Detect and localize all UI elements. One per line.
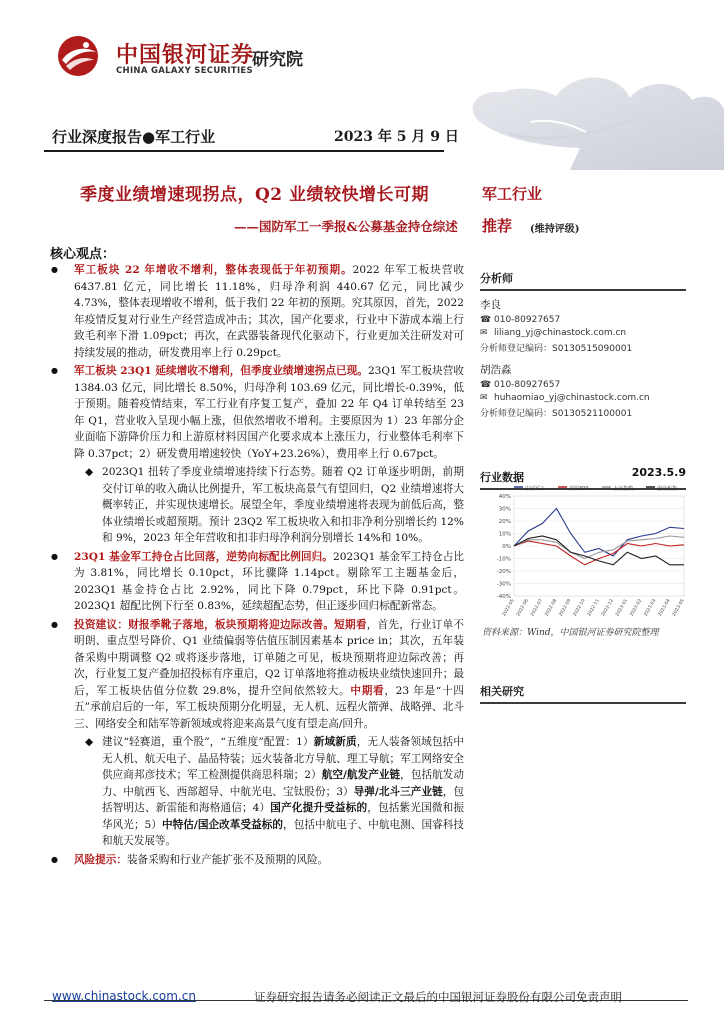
rating: 推荐 [482,217,513,235]
phone-icon: ☎ [480,379,492,390]
analyst-email[interactable]: liliang_yj@chinastock.com.cn [494,327,627,338]
core-point-2: ● 军工板块 23Q1 延续增收不增利，但季度业绩增速拐点已现。23Q1 军工板块营收 1384.03 亿元，同比增长 8.50%，归母净利 103.69 亿元，同比增长-0.39%，低于预期。随着疫情结束，军工行业有序复工复产，叠加 22 年 Q4 订单转结至 23 年 Q1，营业收入呈现小幅上涨，但依然增收不增利。主要原因为 1）23 年部分企业面临下游降价压力和上游原材料因国产化要求成本上涨压力，行业整体毛利率下降 0.37pct；2）研发费用增速较快（YoY+23.26%），费用率上行 0.67pct。 [51,365,464,460]
chart-legend [514,485,677,492]
analyst-divider [480,289,686,291]
y-tick-label: 0% [502,544,511,550]
phone-icon: ☎ [480,314,492,325]
analyst-name: 李良 [480,298,501,311]
core-point-1: ● 军工板块 22 年增收不增利，整体表现低于年初预期。2022 年军工板块营收 6437.81 亿元，同比增长 11.18%，归母净利润 440.67 亿元，同比减少 4.73%，整体表现增收不增利，低于我们 22 年初的预期。究其原因，首先，2022 年疫情反复对行业生产经营造成冲击；其次，国产化要求，行业中下游成本端上行致毛利率下滑 1.09pct；再次，在武器装备现代化驱动下，行业更加关注研发对可持续发展的推动，研发费用率上行 0.29pct。 [51,264,465,359]
footer-disclaimer: 证券研究报告请务必阅读正文最后的中国银河证券股份有限公司免责声明 [254,990,622,1004]
analyst-phone: 010-80927657 [494,379,561,390]
bullet-icon: ● [51,854,58,864]
core-point-4-sub: ◆ 建议“轻赛道，重个股”，“五维度”配置：1）新域新质，无人装备领域包括中无人机、航天电子、晶品特装；远火装备北方导航、理工导航；军工网络安全供应商邦彦技术；军工检测提供商思科瑞；2）航空/航发产业链，包括航发动力、中航西飞、西部超导、中航光电、宝钛股份；3）导弹/北斗三产业链，包括智明达、新雷能和海格通信；4）国产化提升受益标的，包括紫光国微和振华风光；5）中特估/国企改革受益标的，包括中航电子、中航电测、国睿科技和航天发展等。 [85,736,465,847]
related-heading: 相关研究 [480,685,524,698]
analyst-heading: 分析师 [480,272,513,285]
y-tick-label: 40% [498,494,511,500]
series-line [514,509,684,557]
x-tick-label: 2022-07 [530,598,545,618]
page-header [0,0,724,160]
research-dept: 研究院 [252,50,303,70]
y-tick-label: -10% [496,556,511,563]
x-tick-label: 2023-02 [629,598,644,618]
related-research [480,683,686,704]
legend-label: 沪深300 [569,486,589,492]
chart-title: 行业数据 [480,471,524,484]
cert-number: S0130521100001 [552,408,633,419]
company-name-cn: 中国银河证券 [116,43,255,68]
cert-number: S0130515090001 [552,343,633,354]
core-views-heading: 核心观点： [50,247,116,262]
core-point-3: ● 23Q1 基金军工持仓占比回落，逆势向标配比例回归。2023Q1 基金军工持仓占比为 3.81%，同比增长 0.10pct，环比骤降 1.14pct。剔除军工主题基金后，2023Q1 基金持仓占比 2.92%，同比下降 0.79pct，环比下降 0.91pct。2023Q1 超配比例下行至 0.83%，延续超配态势，但正逐步回归标配新常态。 [51,550,464,612]
chart-date: 2023.5.9 [631,466,686,479]
y-tick-label: -40% [496,594,511,600]
analyst-phone: 010-80927657 [494,314,561,325]
x-tick-label: 2022-08 [544,598,559,618]
core-point-2-sub: ◆ 2023Q1 扭转了季度业绩增速持续下行态势。随着 Q2 订单逐步明朗，前期交付订单的收入确认比例提升，军工板块高景气有望回归，Q2 业绩增速将大概率转正，并实现快速增长。展望全年，季度业绩增速将表现为前低后高，整体业绩增长或超预期。预计 23Q2 军工板块收入和扣非净利分别增长约 12%和 9%，2023 年全年营收和扣非归母净利润分别增长 14%和 10%。 [85,466,464,544]
analyst-email[interactable]: huhaomiao_yj@chinastock.com.cn [494,392,650,403]
y-tick-label: -30% [496,581,511,588]
x-tick-label: 2022-10 [572,598,587,618]
x-tick-label: 2023-05 [671,598,686,618]
related-divider [480,702,686,704]
bullet-icon: ● [51,366,58,375]
y-tick-label: -20% [496,569,511,575]
y-tick-label: 30% [498,506,511,513]
analyst-panel [480,270,686,419]
report-subtitle: ——国防军工一季报&公募基金持仓综述 [234,219,458,234]
x-tick-label: 2023-03 [643,598,658,618]
y-tick-label: 10% [498,531,511,538]
core-point-5: ● 风险提示：装备采购和行业产能扩张不及预期的风险。 [44,852,464,869]
bullet-icon: ● [51,619,58,629]
legend-label: 创业板指 [657,486,678,492]
report-date: 2023 年 5 月 9 日 [334,129,459,145]
x-tick-label: 2023-01 [615,598,630,618]
report-type: 行业深度报告●军工行业 [52,128,216,146]
header-divider [44,150,444,152]
industry-name: 军工行业 [482,185,543,203]
legend-label: 上证指数 [613,486,634,492]
sub-bullet-icon: ◆ [85,736,94,748]
analyst-1 [480,297,686,354]
rating-note: (维持评级) [530,224,580,235]
email-icon: ✉ [480,327,488,338]
analyst-2 [480,362,686,419]
y-tick-label: 20% [498,519,511,525]
analyst-name: 胡浩淼 [480,363,512,376]
x-tick-label: 2022-12 [601,598,615,618]
x-tick-label: 2023-04 [657,598,672,618]
bullet-icon: ● [51,265,58,274]
chart-source: 资料来源：Wind，中国银河证券研究院整理 [482,628,659,638]
cloud-decoration-icon [380,30,724,170]
legend-label: 中证军工 [525,486,546,492]
report-title: 季度业绩增速现拐点，Q2 业绩较快增长可期 [80,185,430,205]
x-tick-label: 2022-09 [558,598,573,618]
series-line [514,536,684,559]
chart-series [514,509,684,565]
company-name-en: CHINA GALAXY SECURITIES [116,66,253,76]
industry-chart [484,482,688,622]
sub-bullet-icon: ◆ [85,466,94,478]
galaxy-logo-icon [56,34,100,78]
core-views [44,262,464,870]
email-icon: ✉ [480,392,488,403]
x-tick-label: 2022-06 [516,598,530,618]
footer-website-link[interactable]: www.chinastock.com.cn [52,989,196,1003]
bullet-icon: ● [51,551,58,561]
cert-label: 分析师登记编码： [480,408,553,419]
x-tick-label: 2022-11 [586,598,601,618]
core-point-4: ● 投资建议：财报季靴子落地，板块预期将迎边际改善。短期看，首先，行业订单不明朗、重点型号降价、Q1 业绩偏弱等估值压制因素基本 price in；其次，五年装备采购中期调整 Q2 或将逐步落地，订单随之可见，板块预期将迎边际改善；再次，行业复工复产叠加招投标有序重启，Q2 订单落地将推动板块业绩快速回升；最后，军工板块估值分位数 29.8%，提升空间依然较大。中期看，23 年是“十四五”承前启后的一年，军工板块预期分化明显，无人机、远程火箭弹、战略弹、北斗三、网络安全和陆军等新领域或将迎来高景气度有望走高/回升。 [51,618,465,730]
x-tick-label: 2022-05 [501,598,516,618]
cert-label: 分析师登记编码： [480,343,553,354]
